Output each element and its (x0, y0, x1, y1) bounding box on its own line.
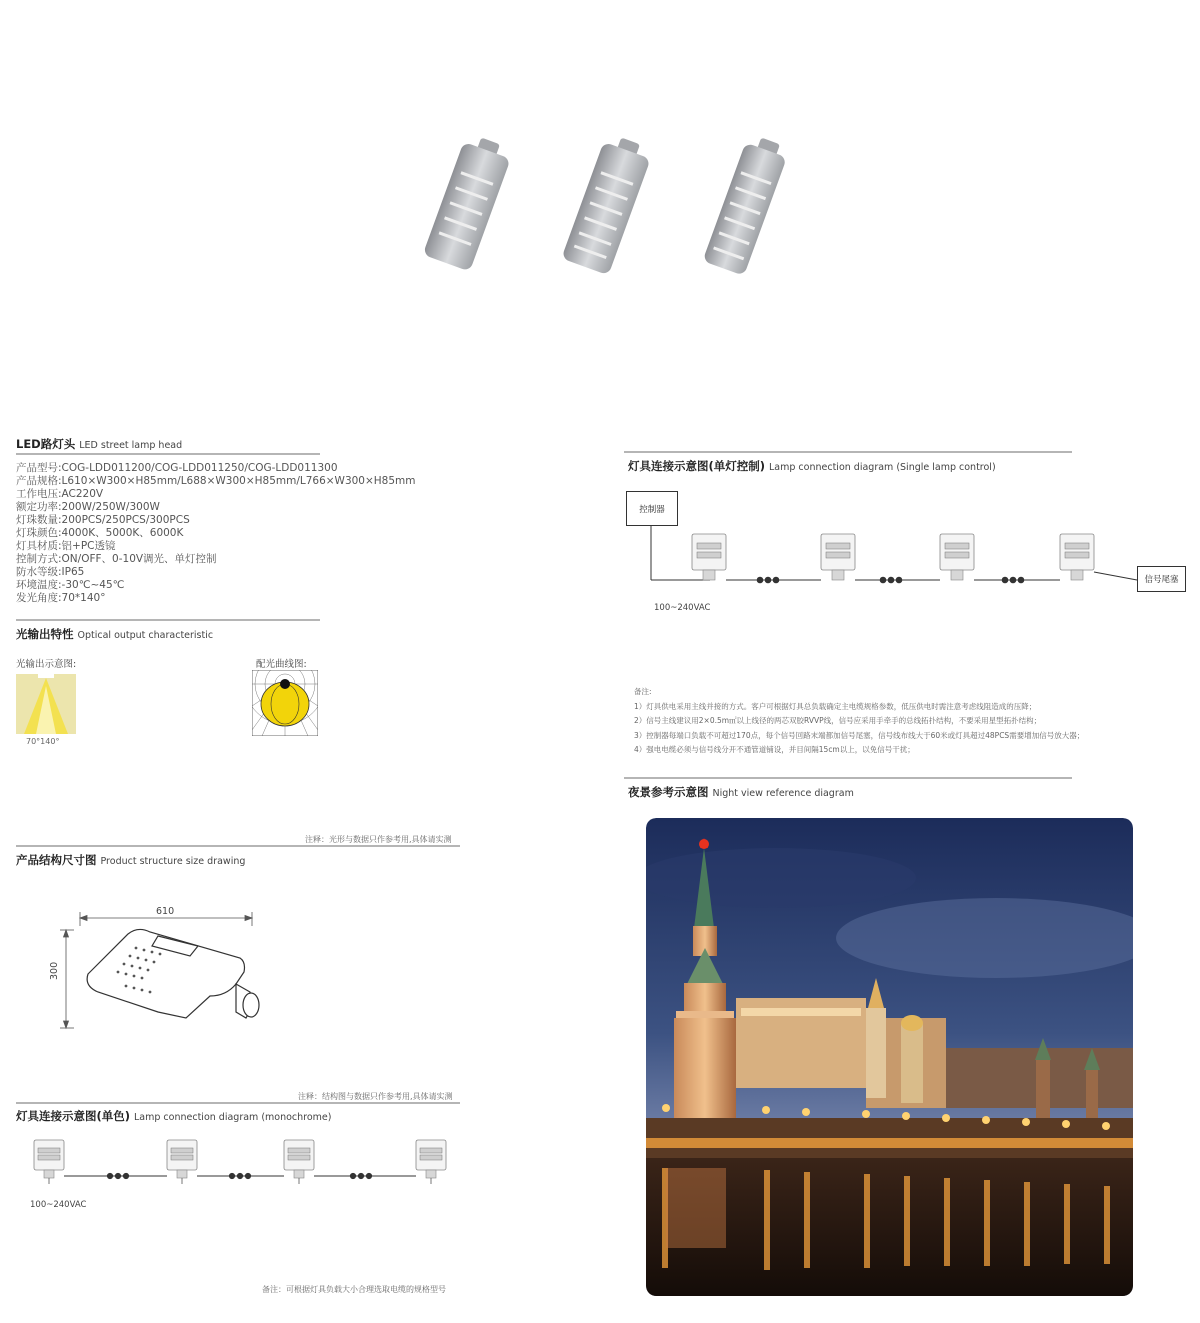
spec-value: ON/OFF、0-10V调光、单灯控制 (61, 553, 217, 565)
width-dimension: 300 (49, 961, 60, 980)
mono-footnote: 备注：可根据灯具负载大小合理选取电缆的规格型号 (262, 1285, 446, 1294)
beam-angle-label: 70°140° (26, 737, 60, 746)
note-item: 3）控制器每端口负载不可超过170点，每个信号回路末端都加信号尾塞，信号线布线大于60米或灯具超过48PCS需要增加信号放大器； (634, 730, 1085, 740)
structure-title-cn: 产品结构尺寸图 (16, 853, 97, 867)
spec-row-material (16, 540, 416, 553)
mono-title (16, 1108, 331, 1124)
divider (624, 777, 1072, 779)
structure-title (16, 852, 245, 868)
night-title (628, 784, 854, 800)
single-title-cn: 灯具连接示意图(单灯控制) (628, 459, 766, 473)
spec-value: 200W/250W/300W (61, 501, 160, 513)
single-control-diagram (620, 490, 1190, 600)
spec-label: 产品型号: (16, 462, 62, 474)
mono-connection-diagram (30, 1136, 460, 1192)
night-view-photo (646, 818, 1133, 1296)
night-title-cn: 夜景参考示意图 (628, 785, 709, 799)
spec-value: 4000K、5000K、6000K (61, 527, 184, 539)
structure-note-bottom: 注释：结构图与数据只作参考用,具体请实测 (298, 1092, 453, 1101)
spec-value: IP65 (61, 566, 85, 578)
lamp-icon (940, 534, 974, 580)
spec-row-angle (16, 592, 416, 605)
mono-voltage: 100~240VAC (30, 1200, 87, 1210)
spec-label: 额定功率: (16, 501, 62, 513)
spec-label: 产品规格: (16, 475, 62, 487)
spec-list (16, 462, 416, 605)
single-notes (634, 685, 1104, 758)
street-lamp-title-cn: LED路灯头 (16, 437, 76, 451)
single-voltage: 100~240VAC (654, 603, 711, 613)
note-item: 2）信号主线建议用2×0.5m㎡以上线径的两芯双胶RVVP线，信号应采用手牵手的总线拓扑结构，不要采用星型拓扑结构； (634, 716, 1042, 725)
lamp-outline (87, 929, 259, 1018)
mono-title-cn: 灯具连接示意图(单色) (16, 1109, 131, 1123)
notes-title: 备注: (634, 687, 652, 696)
lamp-icon (821, 534, 855, 580)
spec-row-size (16, 475, 416, 488)
signal-tail-box: 信号尾塞 (1137, 566, 1186, 592)
single-title (628, 458, 996, 474)
polar-curve (252, 670, 318, 736)
note-item: 1）灯具供电采用主线并接的方式。客户可根据灯具总负载确定主电缆规格参数，低压供电时需注意考虑线阻造成的压降； (634, 701, 1037, 711)
spec-row-control (16, 553, 416, 566)
lamp-icon (1060, 534, 1094, 580)
structure-drawing (40, 900, 280, 1040)
lamp-photo-2 (561, 132, 654, 275)
lamp-photo-3 (703, 133, 791, 276)
spec-value: 70*140° (61, 592, 106, 604)
beam-diagram (16, 674, 76, 734)
length-dimension: 610 (156, 906, 175, 917)
optical-title-en: Optical output characteristic (77, 630, 214, 641)
divider (16, 619, 320, 621)
divider (16, 845, 460, 847)
controller-box: 控制器 (626, 491, 678, 526)
spec-row-temp (16, 579, 416, 592)
spec-label: 防水等级: (16, 566, 62, 578)
spec-value: AC220V (61, 488, 104, 500)
optical-title-cn: 光输出特性 (16, 627, 74, 641)
street-lamp-title (16, 436, 182, 452)
spec-label: 环境温度: (16, 579, 62, 591)
divider (16, 453, 320, 455)
spec-row-voltage (16, 488, 416, 501)
spec-label: 灯具材质: (16, 540, 62, 552)
optical-title (16, 626, 213, 642)
night-title-en: Night view reference diagram (712, 788, 854, 799)
lamp-photo-1 (423, 132, 514, 271)
spec-row-led-count (16, 514, 416, 527)
spec-label: 灯珠颜色: (16, 527, 62, 539)
product-photos (400, 125, 800, 285)
spec-label: 工作电压: (16, 488, 62, 500)
lamp-icon (416, 1140, 446, 1184)
spec-value: COG-LDD011200/COG-LDD011250/COG-LDD011300 (61, 462, 338, 474)
lamp-icon (167, 1140, 197, 1184)
spec-value: L610×W300×H85mm/L688×W300×H85mm/L766×W300×H85mm (61, 475, 416, 487)
spec-label: 灯珠数量: (16, 514, 62, 526)
divider (624, 451, 1072, 453)
mono-title-en: Lamp connection diagram (monochrome) (134, 1112, 332, 1123)
note-item: 4）强电电缆必须与信号线分开不通管道铺设，并目间隔15cm以上，以免信号干扰； (634, 745, 915, 754)
single-title-en: Lamp connection diagram (Single lamp control) (769, 462, 996, 473)
spec-row-ip (16, 566, 416, 579)
spec-value: 200PCS/250PCS/300PCS (61, 514, 190, 526)
optical-output-label: 光输出示意图: (16, 659, 77, 670)
spec-value: -30℃~45℃ (61, 579, 125, 591)
lamp-icon (34, 1140, 64, 1184)
structure-title-en: Product structure size drawing (100, 856, 246, 867)
spec-row-led-color (16, 527, 416, 540)
spec-value: 铝+PC透镜 (61, 540, 116, 552)
divider (16, 1102, 460, 1104)
light-curve-label: 配光曲线图: (256, 659, 307, 670)
spec-row-model (16, 462, 416, 475)
lamp-icon (284, 1140, 314, 1184)
street-lamp-title-en: LED street lamp head (79, 440, 183, 451)
spec-row-power (16, 501, 416, 514)
spec-label: 发光角度: (16, 592, 62, 604)
structure-note-top: 注释：光形与数据只作参考用,具体请实测 (305, 835, 452, 844)
spec-label: 控制方式: (16, 553, 62, 565)
lamp-icon (692, 534, 726, 580)
